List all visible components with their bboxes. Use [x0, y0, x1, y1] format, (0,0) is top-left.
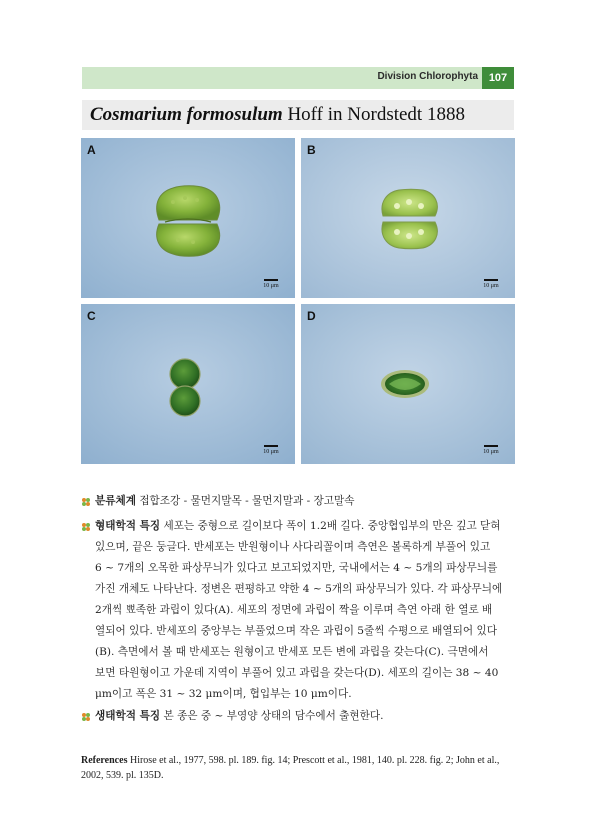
- panel-label: C: [87, 309, 96, 323]
- micrograph-panel-a: [81, 138, 295, 298]
- authority: Hoff in Nordstedt 1888: [287, 104, 465, 125]
- morphology-line: 2개씩 뾰족한 과립이 있다(A). 세포의 정면에 과립이 짝을 이루며 측연 아래 한 열로 배: [95, 604, 493, 616]
- scale-bar: [257, 445, 285, 455]
- morphology-line: 열되어 있다. 반세포의 중앙부는 부풀었으며 작은 과립이 5줄씩 수평으로 배열되어 있다: [95, 625, 497, 637]
- morphology-label: 형태학적 특징: [95, 520, 161, 532]
- species-title-box: [82, 100, 514, 130]
- species-title: [90, 104, 465, 126]
- panel-label: B: [307, 143, 316, 157]
- classification-text: 접합조강 - 물먼지말목 - 물먼지말과 - 장고말속: [139, 495, 355, 507]
- micrograph-b-image: [301, 138, 515, 298]
- ecology-label: 생태학적 특징: [95, 710, 161, 722]
- morphology-line: 가진 개체도 나타난다. 정변은 편평하고 약한 4 ~ 5개의 파상무늬가 있다. 각 파상무늬에: [95, 583, 503, 595]
- morphology-line: 보면 타원형이고 가운데 지역이 부풀어 있고 과립을 갖는다(D). 세포의 길이는 38 ~ 40: [95, 667, 499, 679]
- references-text: Hirose et al., 1977, 598. pl. 189. fig. 14; Prescott et al., 1981, 140. pl. 228. fig. 2; John et al., 2002, 539. pl. 135D.: [81, 755, 500, 781]
- panel-label: A: [87, 143, 96, 157]
- scientific-name: Cosmarium formosulum: [90, 104, 283, 125]
- morphology-line: 형태학적 특징 세포는 중형으로 길이보다 폭이 1.2배 길다. 중앙협입부의 만은 깊고 닫혀: [95, 520, 501, 532]
- morphology-line: 있으며, 끝은 둥글다. 반세포는 반원형이나 사다리꼴이며 측연은 볼록하게 부풀어 있고: [95, 541, 491, 553]
- section-title: Division Chlorophyta: [377, 71, 478, 82]
- morphology-section: [81, 516, 515, 705]
- references-label: References: [81, 755, 128, 766]
- scale-bar-label: 10 μm: [263, 449, 279, 455]
- running-header: [82, 67, 514, 89]
- morphology-line: (B). 측면에서 볼 때 반세포는 원형이고 반세포 모든 변에 과립을 갖는다(C). 극면에서: [95, 646, 489, 658]
- morphology-line: μm이고 폭은 31 ~ 32 μm이며, 협입부는 10 μm이다.: [95, 688, 352, 700]
- classification-section: [81, 491, 515, 512]
- scale-bar-label: 10 μm: [483, 283, 499, 289]
- references: [81, 753, 515, 783]
- micrograph-a-image: [81, 138, 295, 298]
- ecology-text: 본 종은 중 ~ 부영양 상태의 담수에서 출현한다.: [163, 710, 384, 722]
- scale-bar: [257, 279, 285, 289]
- micrograph-c-image: [81, 304, 295, 464]
- panel-label: D: [307, 309, 316, 323]
- scale-bar: [477, 445, 505, 455]
- morphology-line: 6 ~ 7개의 오목한 파상무늬가 있다고 보고되었지만, 국내에서는 4 ~ 5개의 파상무늬를: [95, 562, 498, 574]
- micrograph-panel-d: [301, 304, 515, 464]
- micrograph-panel-c: [81, 304, 295, 464]
- page-number: 107: [482, 67, 514, 89]
- micrograph-d-image: [301, 304, 515, 464]
- scale-bar: [477, 279, 505, 289]
- classification-label: 분류체계: [95, 495, 136, 507]
- scale-bar-label: 10 μm: [263, 283, 279, 289]
- ecology-section: [81, 706, 515, 727]
- micrograph-panel-b: [301, 138, 515, 298]
- scale-bar-label: 10 μm: [483, 449, 499, 455]
